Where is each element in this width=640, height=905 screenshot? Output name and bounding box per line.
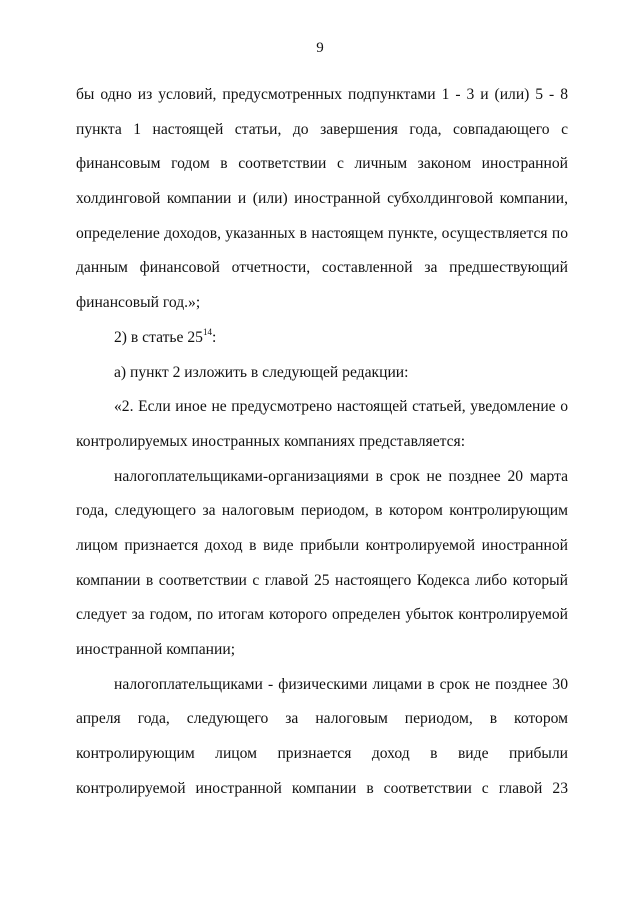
text-line: холдинговой компании и (или) иностранной субхолдинговой компании,	[76, 190, 568, 208]
text-line: иностранной компании;	[76, 641, 236, 658]
text-line: контролирующим лицом признается доход в виде прибыли	[76, 745, 568, 763]
text-line: контролируемой иностранной компании в соответствии с главой 23	[76, 779, 568, 797]
paragraph	[76, 390, 568, 459]
text-line: налогоплательщиками-организациями в срок не позднее 20 марта	[114, 467, 568, 485]
paragraph	[76, 668, 568, 807]
text-line: бы одно из условий, предусмотренных подпунктами 1 - 3 и (или) 5 - 8	[76, 86, 568, 103]
text-line	[76, 321, 568, 356]
text-line: финансовым годом в соответствии с личным законом иностранной	[76, 155, 568, 173]
paragraph	[76, 321, 568, 356]
paragraph	[76, 460, 568, 668]
article-ref-text: 2) в статье 25	[114, 328, 203, 346]
article-superscript: 14	[202, 326, 212, 337]
text-line: компании в соответствии с главой 25 настоящего Кодекса либо который	[76, 571, 568, 589]
text-line: апреля года, следующего за налоговым периодом, в котором	[76, 710, 568, 728]
text-line: пункта 1 настоящей статьи, до завершения года, совпадающего с	[76, 120, 568, 138]
text-line: налогоплательщиками - физическими лицами в срок не позднее 30	[114, 675, 568, 693]
text-line: контролируемых иностранных компаниях представляется:	[76, 432, 466, 450]
text-line: года, следующего за налоговым периодом, в котором контролирующим	[76, 502, 568, 520]
text-line: «2. Если иное не предусмотрено настоящей статьей, уведомление о	[114, 398, 568, 416]
paragraph	[76, 78, 568, 321]
page-number: 9	[316, 40, 324, 56]
article-ref-colon: :	[211, 328, 217, 346]
text-line: финансовый год.»;	[76, 294, 201, 312]
text-line: данным финансовой отчетности, составленной за предшествующий	[76, 259, 568, 277]
document-body	[76, 78, 568, 806]
text-line: следует за годом, по итогам которого определен убыток контролируемой	[76, 606, 568, 624]
text-line: лицом признается доход в виде прибыли контролируемой иностранной	[76, 536, 568, 554]
text-line: а) пункт 2 изложить в следующей редакции:	[114, 363, 409, 381]
paragraph	[76, 356, 568, 391]
text-line: определение доходов, указанных в настоящем пункте, осуществляется по	[76, 224, 568, 242]
